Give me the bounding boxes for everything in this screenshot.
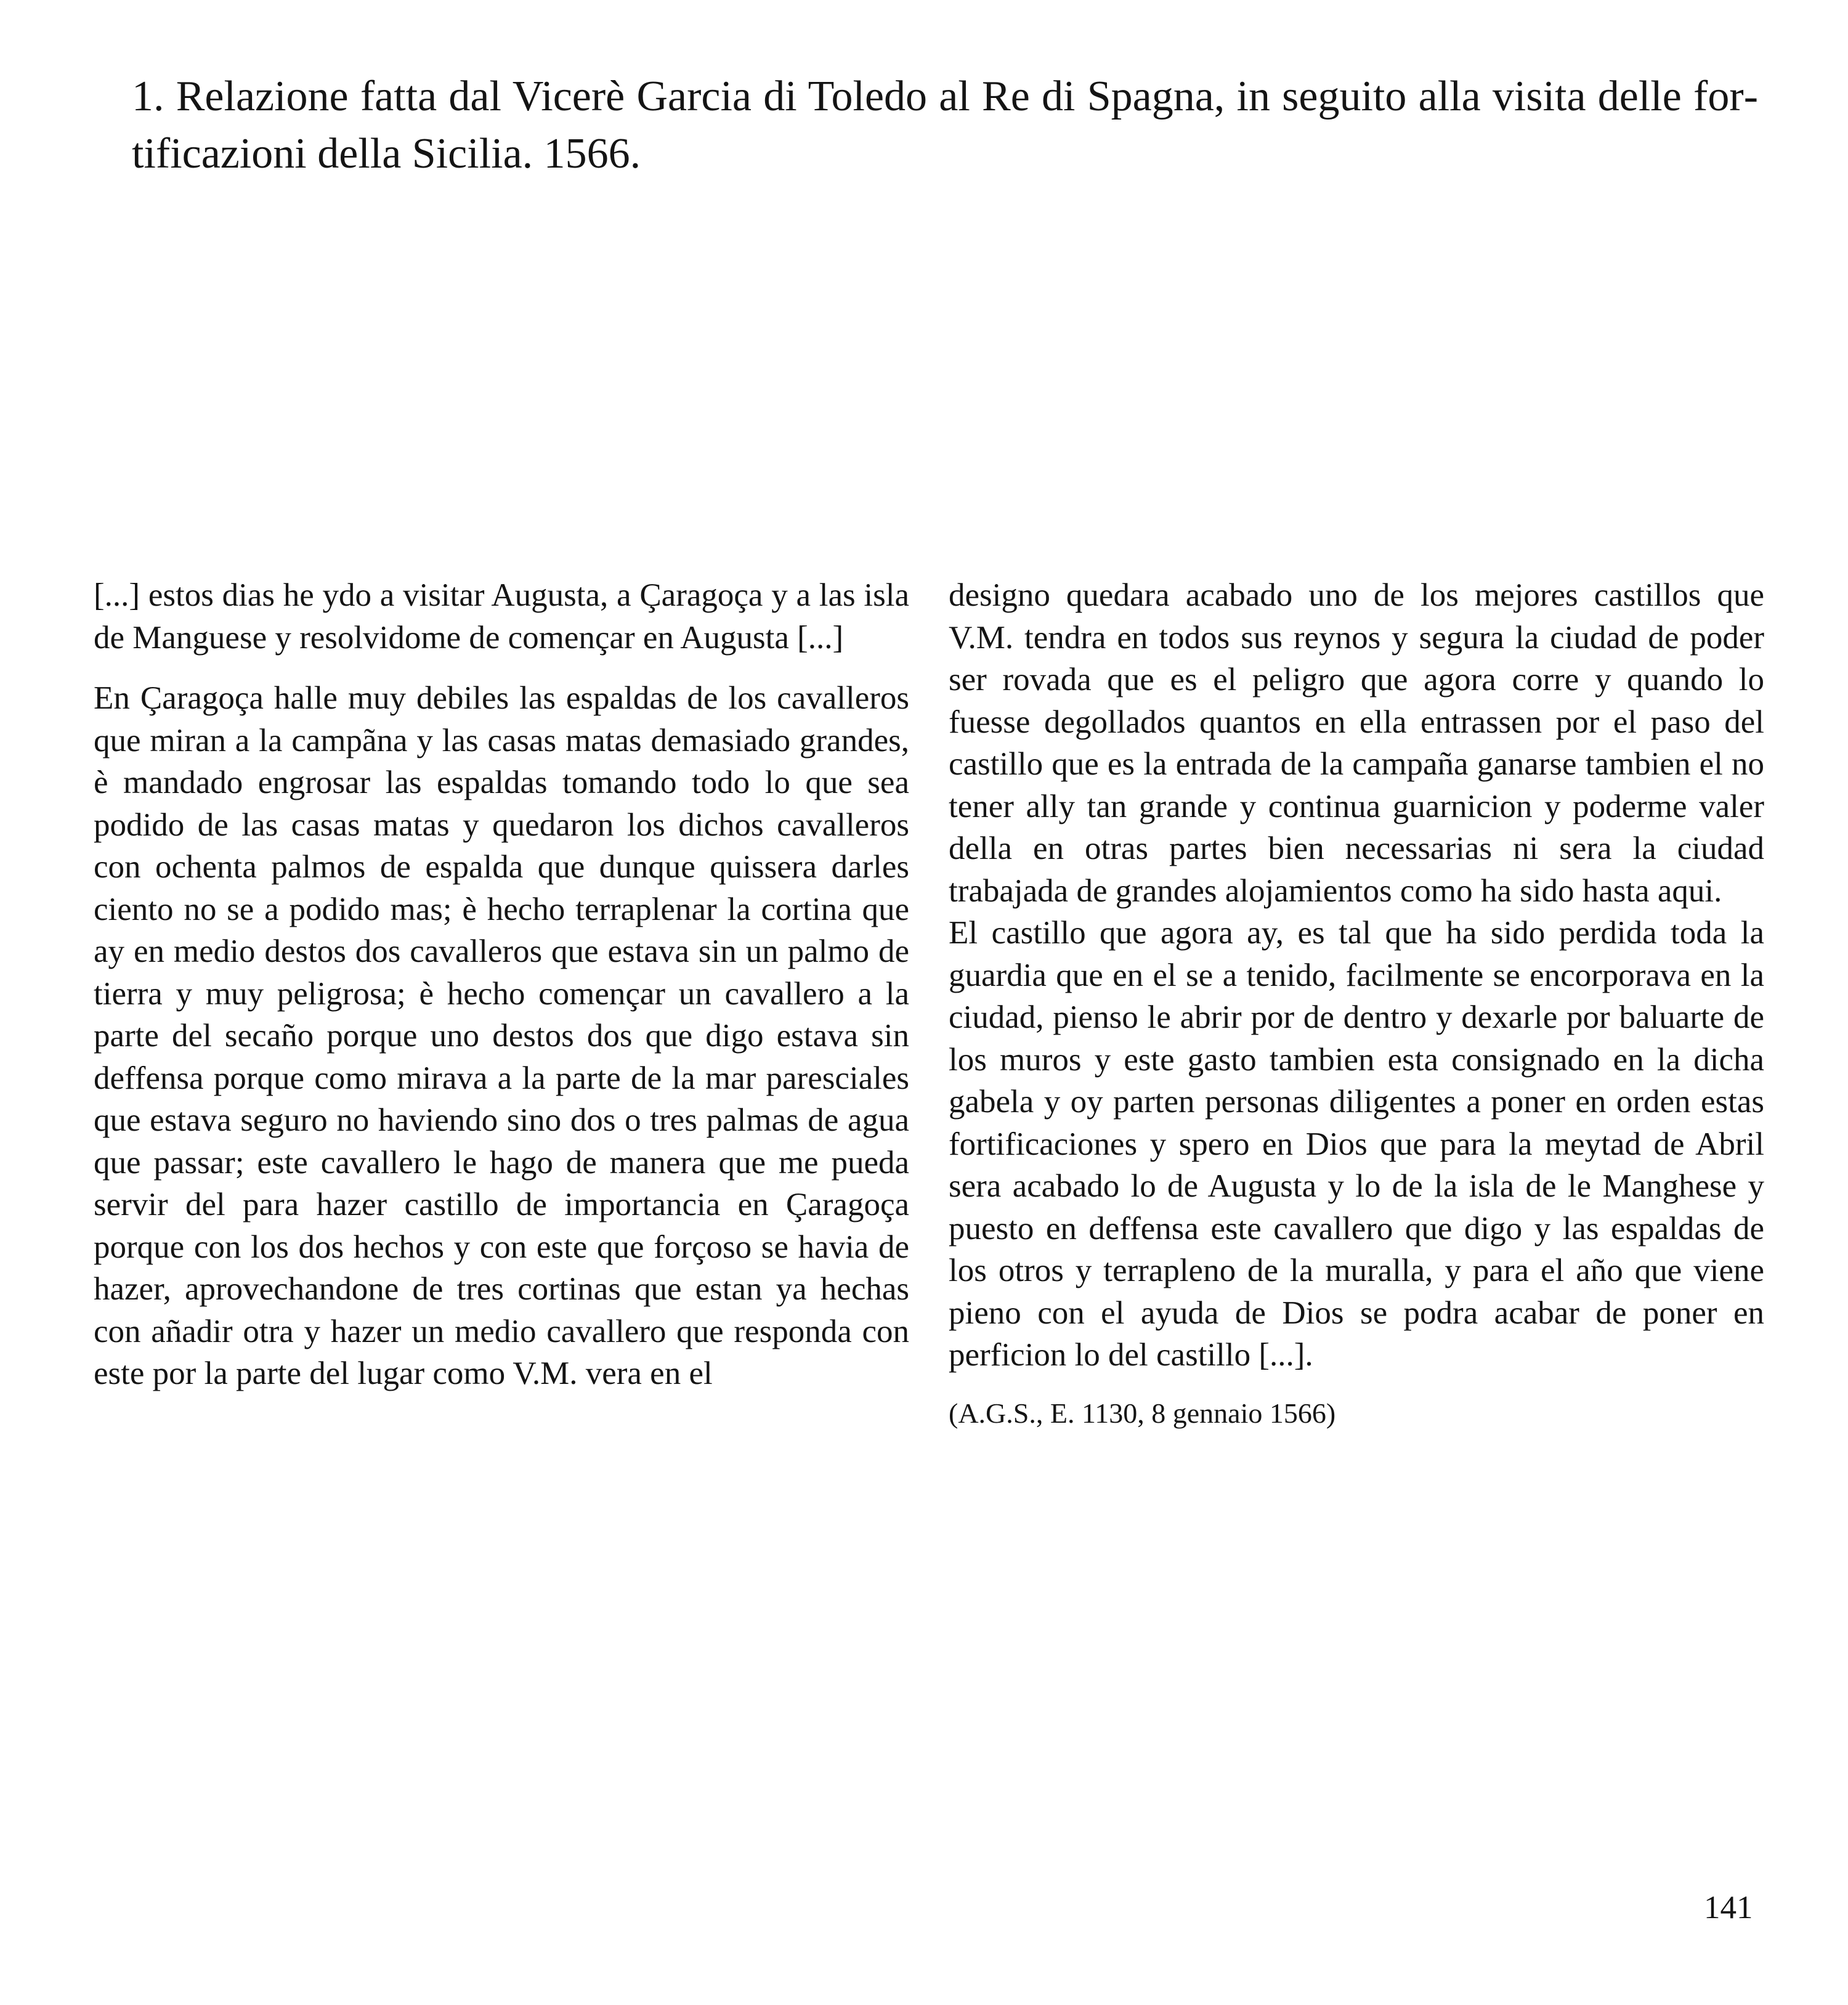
paragraph-castillo: El castillo que agora ay, es tal que ha sido perdida toda la guardia que en el se a tenido, facilmente se encorporava en la ciudad, pienso le abrir por de dentro y dexarle por baluarte de los muros y este gasto tambien esta consignado en la dicha gabela y oy parten personas diligentes a poner en orden estas fortificaciones y spero en Dios que para la meytad de Abril sera acabado lo de Augusta y lo de la isla de le Manghese y puesto en deffensa este cavallero que digo y las espaldas de los otros y terrapleno de la muralla, y para el año que viene pieno con el ayuda de Dios se podra acabar de poner en perficion lo del castillo [...]. <box>949 915 1764 1373</box>
source-citation: (A.G.S., E. 1130, 8 gennaio 1566) <box>949 1397 1336 1429</box>
paragraph-designo: designo quedara acabado uno de los mejores castillos que V.M. tendra en todos sus reynos y segura la ciudad de poder ser rovada que es el peligro que agora corre y quando lo fuesse degollados quantos en ella entrassen por el paso del castillo que es la entrada de la campaña ganarse tambien el no tener ally tan grande y continua guarnicion y poderme valer della en otras partes bien necessarias ni sera la ciudad trabajada de grandes alojamientos como ha sido hasta aqui. <box>949 577 1764 909</box>
page-number: 141 <box>1704 1890 1753 1926</box>
left-text-column <box>94 574 909 1395</box>
document-heading: 1. Relazione fatta dal Vicerè Garcia di Toledo al Re di Spagna, in seguito alla visita delle fortificazioni della Sicilia. 1566. <box>132 73 1758 177</box>
paragraph-intro: [...] estos dias he ydo a visitar Augusta, a Çaragoça y a las isla de Manguese y resolvidome de començar en Augusta [...] <box>94 577 909 656</box>
paragraph-caragoca: En Çaragoça halle muy debiles las espaldas de los cavalleros que miran a la campãna y las casas matas demasiado grandes, è mandado engrosar las espaldas tomando todo lo que sea podido de las casas matas y quedaron los dichos cavalleros con ochenta palmos de espalda que dunque quissera darles ciento no se a podido mas; è hecho terraplenar la cortina que ay en medio destos dos cavalleros que estava sin un palmo de tierra y muy peligrosa; è hecho començar un cavallero a la parte del secaño porque uno destos dos que digo estava sin deffensa porque como mirava a la parte de la mar paresciales que estava seguro no haviendo sino dos o tres palmas de agua que passar; este cavallero le hago de manera que me pueda servir del para hazer castillo de importancia en Çaragoça porque con los dos hechos y con este que forçoso se havia de hazer, aprovechandone de tres cortinas que estan ya hechas con añadir otra y hazer un medio cavallero que responda con este por la parte del lugar como V.M. vera en el <box>94 680 909 1391</box>
right-text-column <box>949 574 1764 1432</box>
